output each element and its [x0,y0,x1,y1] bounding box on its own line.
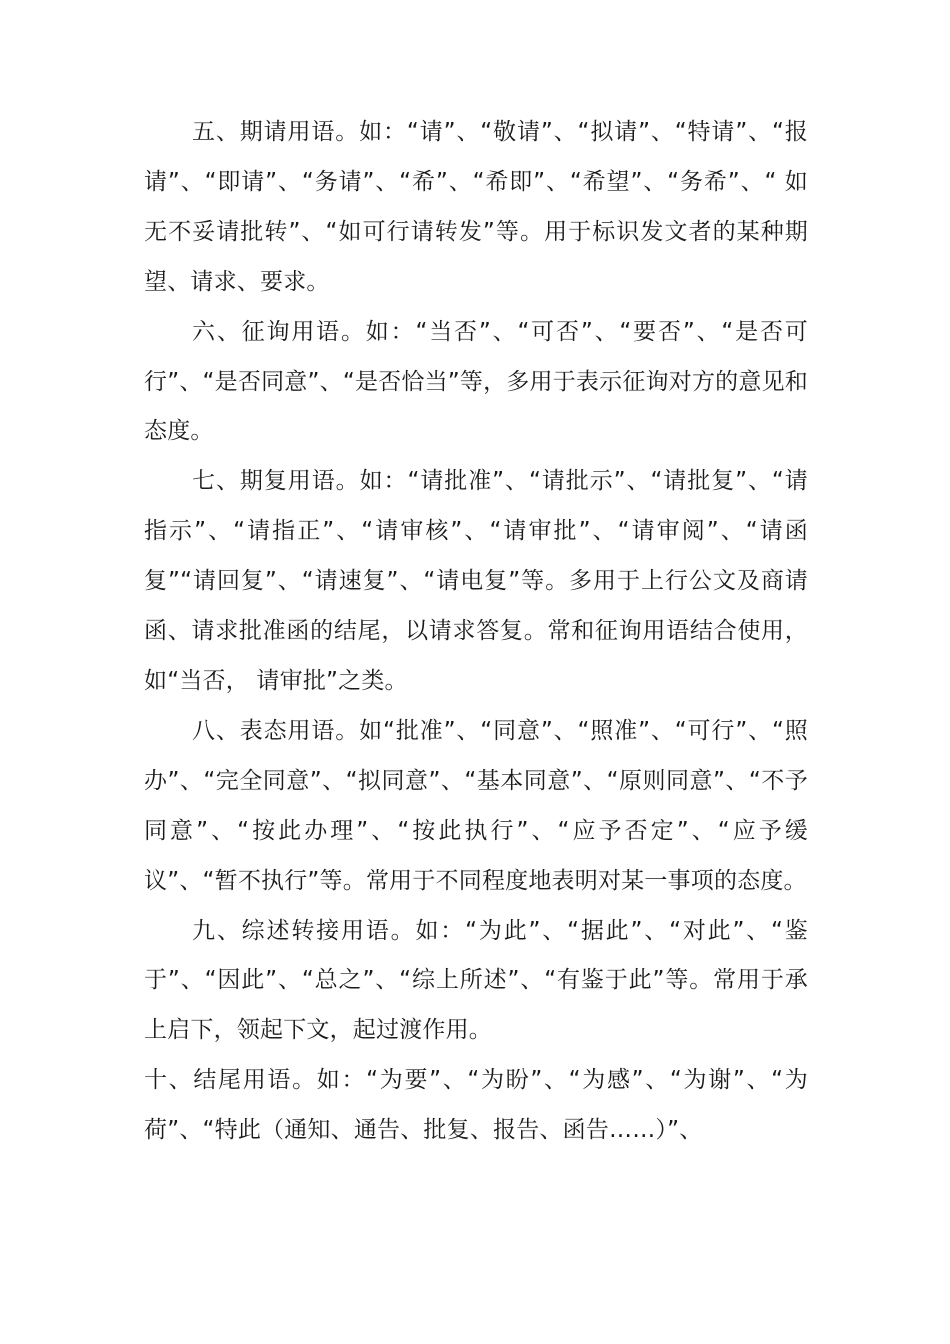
paragraph-closing-terms: 十、结尾用语。如：“为要”、“为盼”、“为感”、“为谢”、“为荷”、“特此（通知、通告、批复、报告、函告……）”、 [144,1067,808,1144]
paragraph-transition-terms: 九、综述转接用语。如：“为此”、“据此”、“对此”、“鉴于”、“因此”、“总之”、“综上所述”、“有鉴于此”等。常用于承上启下，领起下文，起过渡作用。 [144,917,808,1044]
paragraph-reply-request-terms: 七、期复用语。如：“请批准”、“请批示”、“请批复”、“请指示”、“请指正”、“请审核”、“请审批”、“请审阅”、“请函复”“请回复”、“请速复”、“请电复”等。多用于上行公文及商请函、请求批准函的结尾，以请求答复。常和征询用语结合使用，如“当否， 请审批”之类。 [144,468,808,694]
document-body [144,108,808,1156]
paragraph-inquiry-terms: 六、征询用语。如：“当否”、“可否”、“要否”、“是否可行”、“是否同意”、“是否恰当”等，多用于表示征询对方的意见和态度。 [144,318,808,445]
paragraph-attitude-terms: 八、表态用语。如“批准”、“同意”、“照准”、“可行”、“照办”、“完全同意”、“拟同意”、“基本同意”、“原则同意”、“不予同意”、“按此办理”、“按此执行”、“应予否定”、“应予缓议”、“暂不执行”等。常用于不同程度地表明对某一事项的态度。 [144,717,808,894]
paragraph-expectation-terms: 五、期请用语。如：“请”、“敬请”、“拟请”、“特请”、“报请”、“即请”、“务请”、“希”、“希即”、“希望”、“务希”、“ 如无不妥请批转”、“如可行请转发”等。用于标识发文者的某种期望、请求、要求。 [144,119,808,295]
